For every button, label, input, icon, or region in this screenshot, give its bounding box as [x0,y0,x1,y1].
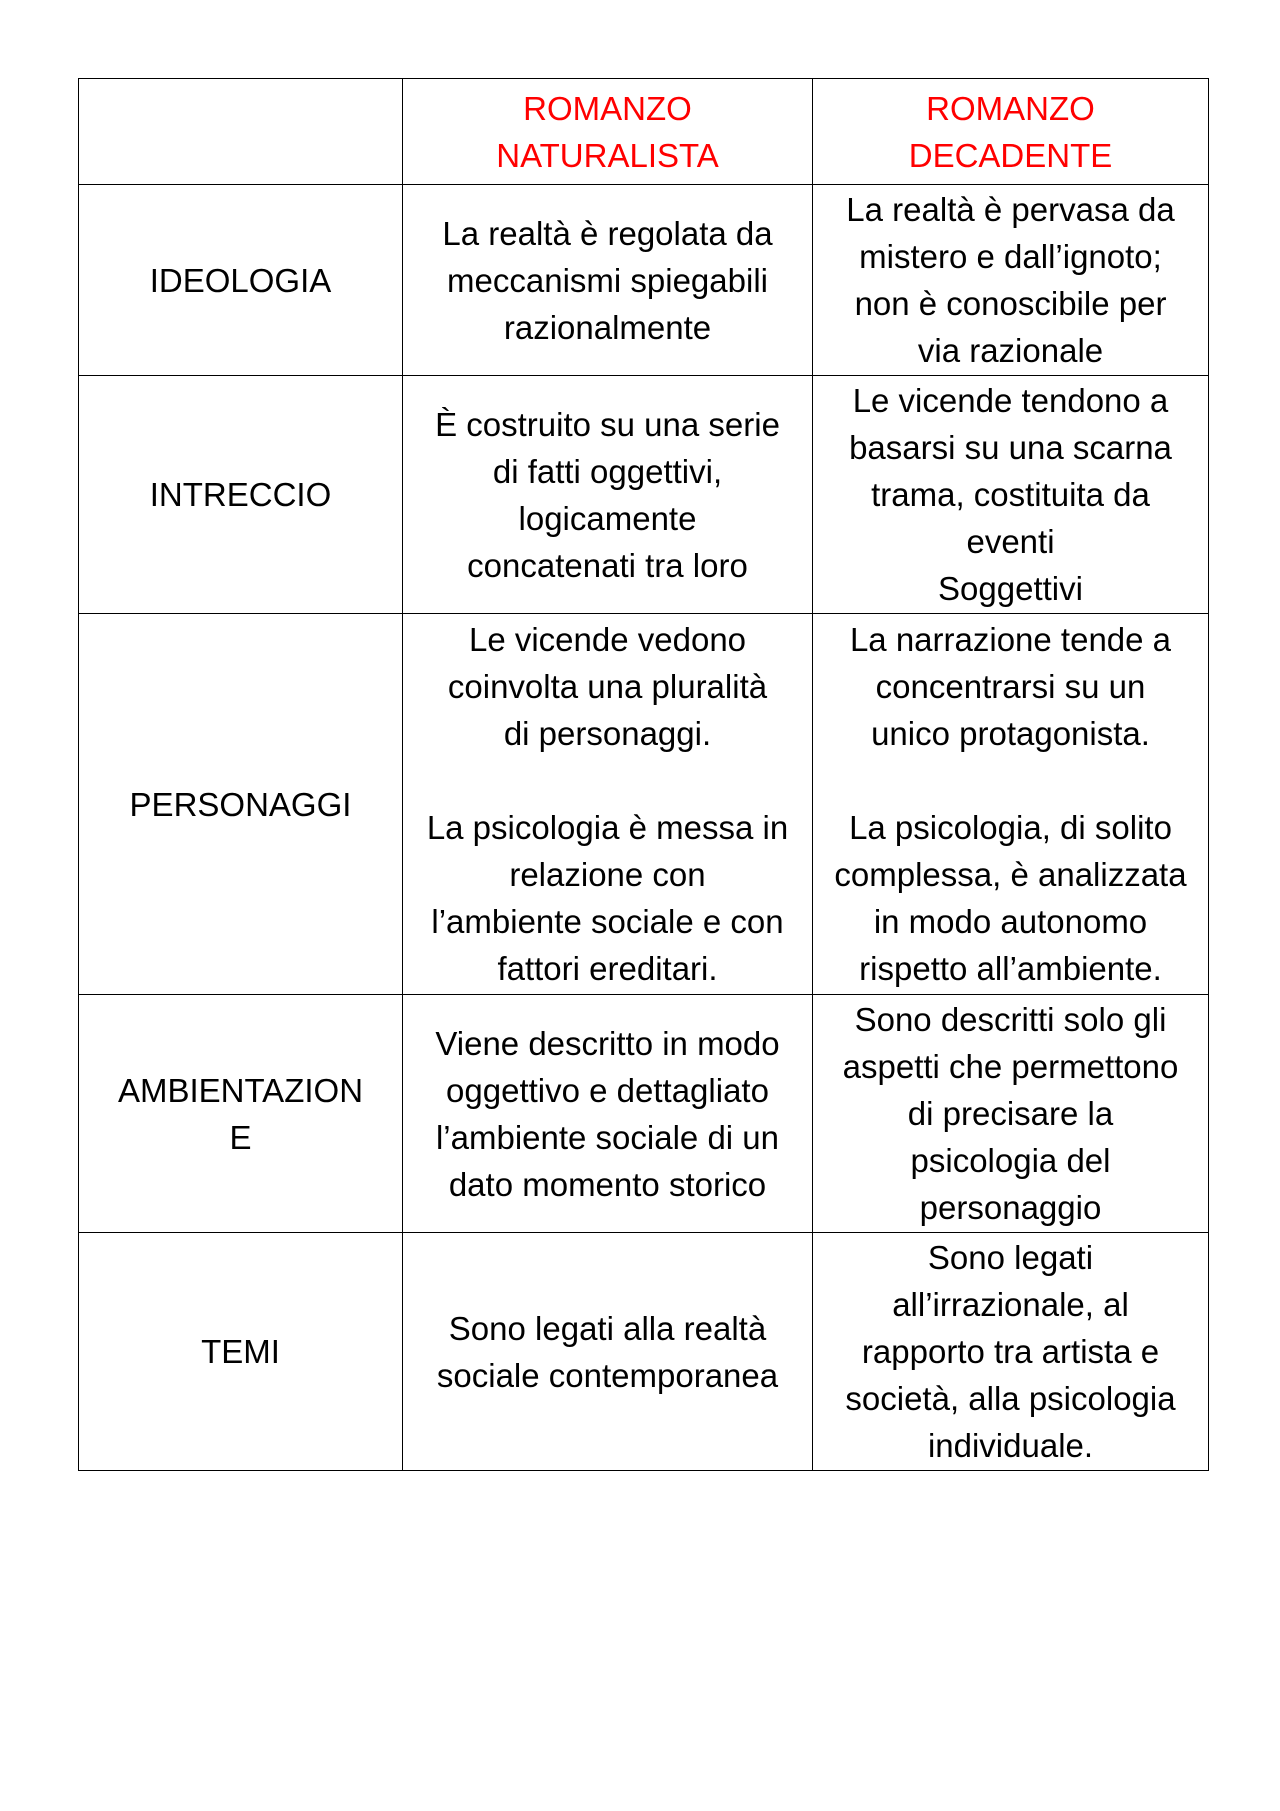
text-line: Soggettivi [938,570,1083,607]
text-line: non è conoscibile per [854,285,1167,322]
header-line: NATURALISTA [496,136,719,174]
text-line: trama, costituita da [871,476,1150,513]
text-line: eventi [966,523,1055,560]
text-line: Le vicende tendono a [852,382,1169,419]
row-personaggi [79,614,1209,995]
text-line: individuale. [927,1427,1094,1464]
text-line: È costruito su una serie [435,405,780,443]
header-row [79,79,1209,185]
text-line: via razionale [917,332,1104,369]
row-label-ideologia [79,185,403,376]
text-line: Viene descritto in modo [435,1024,780,1062]
text-line: fattori ereditari. [497,950,718,987]
text-line: l’ambiente sociale di un [435,1118,780,1156]
header-naturalista [403,79,813,185]
cell-ideologia-naturalista [403,185,813,376]
text-line: concatenati tra loro [467,546,748,584]
header-line: ROMANZO [926,89,1095,127]
row-temi [79,1233,1209,1471]
text-line: di fatti oggettivi, [492,452,723,490]
text-line: meccanismi spiegabili [447,261,768,299]
text-line: dato momento storico [448,1165,767,1203]
row-ambientazione [79,995,1209,1233]
cell-temi-decadente [813,1233,1209,1471]
text-line: La realtà è regolata da [442,214,773,252]
row-label-temi [79,1233,403,1471]
text-line: di precisare la [907,1095,1114,1132]
label-line: TEMI [201,1333,280,1370]
cell-personaggi-naturalista [403,614,813,995]
cell-temi-naturalista [403,1233,813,1471]
text-line: basarsi su una scarna [849,429,1172,466]
text-line: complessa, è analizzata [834,856,1187,893]
cell-intreccio-naturalista [403,376,813,614]
header-line: DECADENTE [908,136,1113,174]
label-line: IDEOLOGIA [149,261,332,299]
corner-cell [79,79,403,185]
header-line: ROMANZO [523,89,692,127]
text-line: Sono legati alla realtà [448,1309,767,1347]
comparison-table [78,78,1209,1471]
text-line: razionalmente [503,308,712,346]
header-decadente [813,79,1209,185]
cell-personaggi-decadente [813,614,1209,995]
text-line: psicologia del [910,1142,1111,1179]
text-line: rapporto tra artista e [861,1333,1160,1370]
row-intreccio [79,376,1209,614]
text-line: l’ambiente sociale e con [431,903,784,940]
text-line: aspetti che permettono [842,1048,1179,1085]
paragraph-gap [821,757,1200,804]
text-line: di personaggi. [503,715,712,752]
text-line: all’irrazionale, al [892,1286,1129,1323]
text-line: La psicologia, di solito [849,809,1172,846]
text-line: logicamente [518,499,697,537]
text-line: La narrazione tende a [849,621,1172,658]
text-line: coinvolta una pluralità [447,668,768,705]
label-line: AMBIENTAZION [117,1071,364,1109]
cell-ambientazione-naturalista [403,995,813,1233]
text-line: La psicologia è messa in [426,809,789,846]
label-line: INTRECCIO [149,476,332,513]
cell-ideologia-decadente [813,185,1209,376]
text-line: società, alla psicologia [845,1380,1176,1417]
text-line: relazione con [509,856,706,893]
text-line: unico protagonista. [871,715,1150,752]
row-label-intreccio [79,376,403,614]
cell-ambientazione-decadente [813,995,1209,1233]
text-line: personaggio [919,1189,1102,1226]
row-label-personaggi [79,614,403,995]
text-line: rispetto all’ambiente. [859,950,1162,987]
text-line: Sono legati [927,1239,1094,1276]
label-line: E [229,1118,252,1156]
text-line: concentrarsi su un [875,668,1146,705]
text-line: Sono descritti solo gli [854,1001,1167,1038]
text-line: Le vicende vedono [468,621,747,658]
text-line: in modo autonomo [873,903,1148,940]
text-line: sociale contemporanea [436,1356,779,1394]
paragraph-gap [411,757,804,804]
text-line: mistero e dall’ignoto; [859,238,1162,275]
text-line: La realtà è pervasa da [846,191,1175,228]
text-line: oggettivo e dettagliato [446,1071,769,1109]
label-line: PERSONAGGI [129,785,352,823]
row-label-ambientazione [79,995,403,1233]
row-ideologia [79,185,1209,376]
cell-intreccio-decadente [813,376,1209,614]
